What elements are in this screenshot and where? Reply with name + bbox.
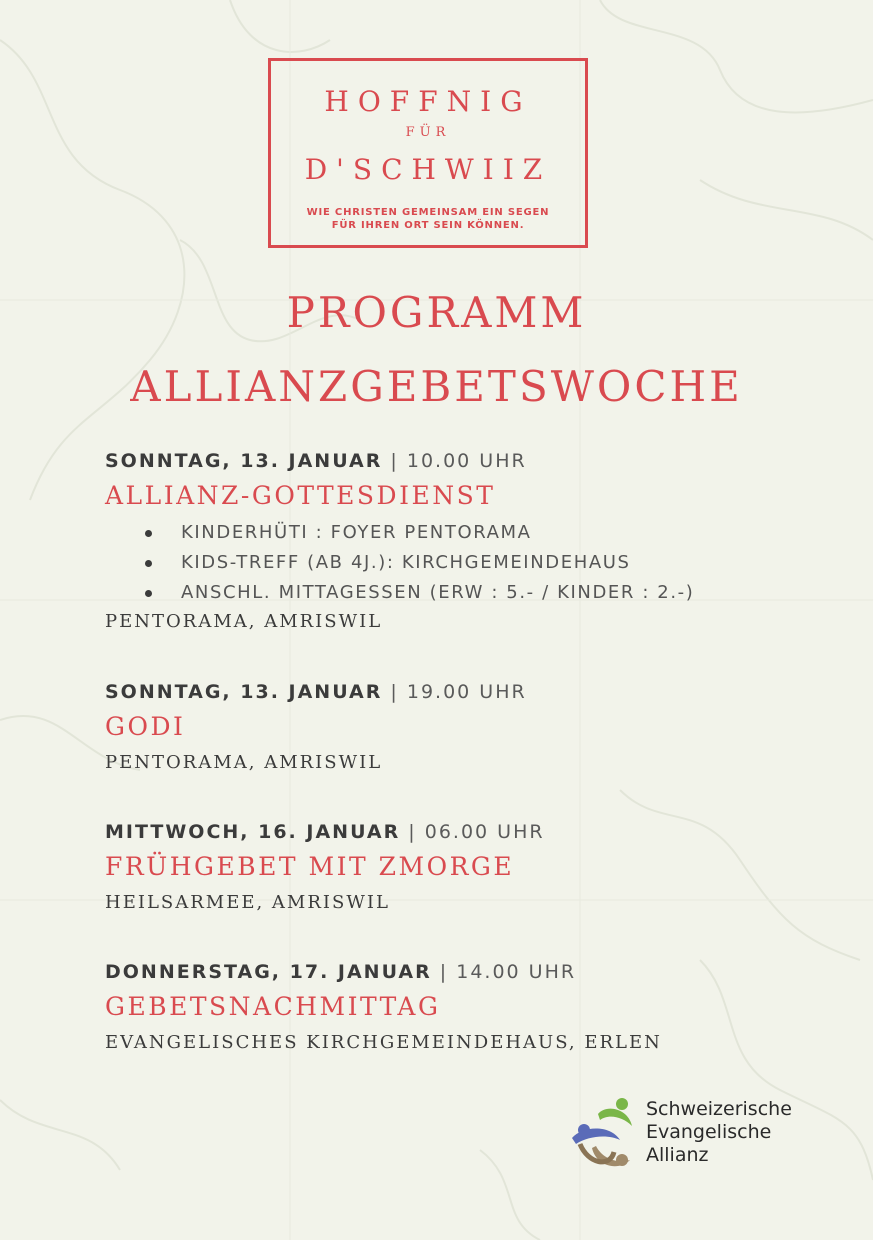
event-detail-item: KIDS-TREFF (AB 4J.): KIRCHGEMEINDEHAUS xyxy=(105,548,805,578)
logo-line-fuer: FÜR xyxy=(405,125,451,140)
logo-tagline-line-1: WIE CHRISTEN GEMEINSAM EIN SEGEN xyxy=(306,207,550,218)
event-venue: EVANGELISCHES KIRCHGEMEINDEHAUS, ERLEN xyxy=(105,1032,662,1053)
event-date-line xyxy=(105,448,805,474)
event-date: SONNTAG, 13. JANUAR xyxy=(105,450,383,472)
event-separator: | xyxy=(382,450,407,472)
logo-line-hoffnig: HOFFNIG xyxy=(324,85,532,118)
page-title-line-1: PROGRAMM xyxy=(286,288,587,337)
event-date-line xyxy=(105,959,805,985)
event-date-line xyxy=(105,819,805,845)
logo-line-dschwiiz: D'SCHWIIZ xyxy=(304,153,552,186)
event-time: 14.00 UHR xyxy=(456,961,577,983)
event-venue: HEILSARMEE, AMRISWIL xyxy=(105,892,390,913)
event-time: 19.00 UHR xyxy=(406,681,527,703)
event-detail-item: ANSCHL. MITTAGESSEN (ERW : 5.- / KINDER : 2.-) xyxy=(105,578,805,608)
event-date-line xyxy=(105,679,805,705)
event-separator: | xyxy=(400,821,425,843)
sea-wordmark xyxy=(646,1098,792,1167)
event-venue: PENTORAMA, AMRISWIL xyxy=(105,752,383,773)
event-title: FRÜHGEBET MIT ZMORGE xyxy=(105,852,515,881)
event-date: SONNTAG, 13. JANUAR xyxy=(105,681,383,703)
event-1 xyxy=(105,448,805,636)
event-2 xyxy=(105,679,805,777)
event-date: MITTWOCH, 16. JANUAR xyxy=(105,821,401,843)
page-title-line-2: ALLIANZGEBETSWOCHE xyxy=(130,362,743,411)
event-details-list xyxy=(105,518,805,608)
sea-wordmark-line-2: Evangelische xyxy=(646,1121,772,1143)
event-title: ALLIANZ-GOTTESDIENST xyxy=(105,481,496,510)
hoffnig-logo xyxy=(268,58,588,248)
event-3 xyxy=(105,819,805,917)
event-title: GEBETSNACHMITTAG xyxy=(105,992,441,1021)
event-time: 10.00 UHR xyxy=(406,450,527,472)
event-detail-item: KINDERHÜTI : FOYER PENTORAMA xyxy=(105,518,805,548)
event-separator: | xyxy=(431,961,457,983)
event-time: 06.00 UHR xyxy=(424,821,545,843)
sea-wordmark-line-3: Allianz xyxy=(646,1144,709,1166)
logo-tagline xyxy=(271,206,585,232)
event-4 xyxy=(105,959,805,1057)
event-venue: PENTORAMA, AMRISWIL xyxy=(105,611,383,632)
logo-tagline-line-2: FÜR IHREN ORT SEIN KÖNNEN. xyxy=(331,220,525,231)
event-title: GODI xyxy=(105,712,186,741)
sea-wordmark-line-1: Schweizerische xyxy=(646,1098,792,1120)
event-date: DONNERSTAG, 17. JANUAR xyxy=(105,961,432,983)
event-separator: | xyxy=(382,681,407,703)
